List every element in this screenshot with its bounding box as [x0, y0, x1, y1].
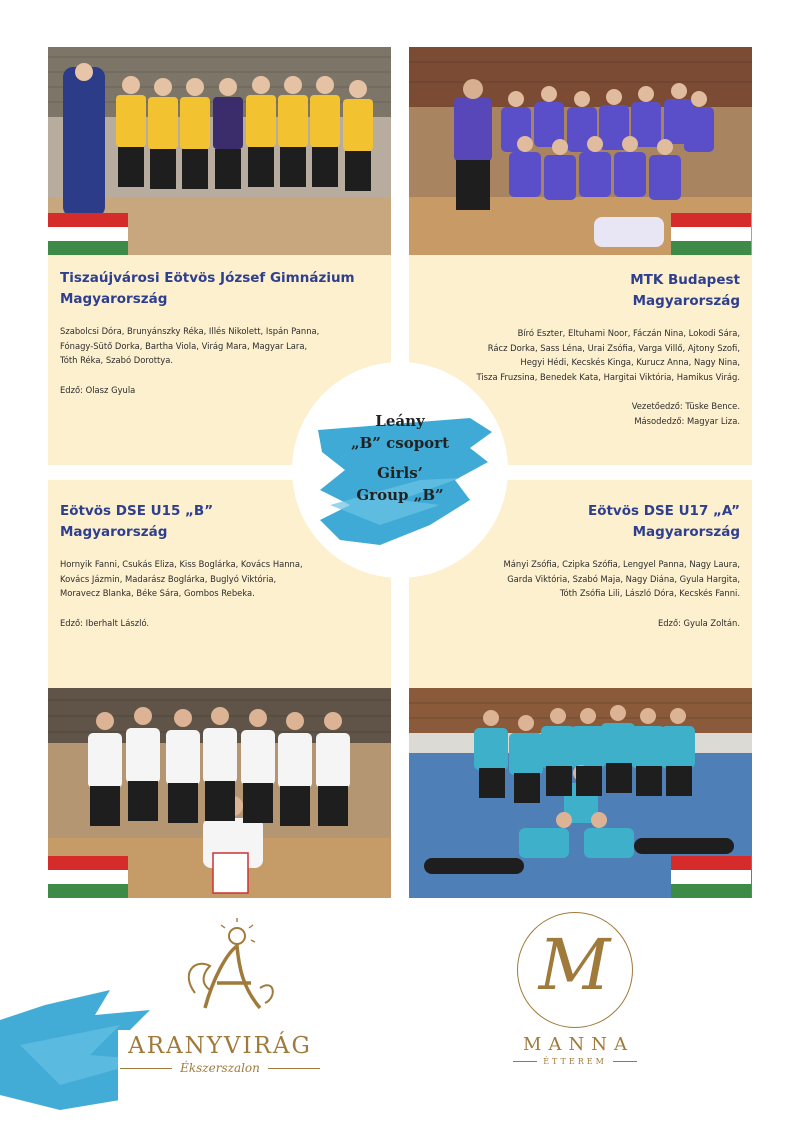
- team-country: Magyarország: [60, 524, 168, 540]
- hungarian-flag: [671, 213, 751, 255]
- team-country: Magyarország: [632, 524, 740, 540]
- manna-initial: M: [538, 924, 611, 1006]
- aranyvirag-name: ARANYVIRÁG: [128, 1033, 312, 1059]
- aranyvirag-tagline: Ékszerszalon: [180, 1061, 260, 1075]
- coach-line: Edző: Iberhalt László.: [60, 617, 150, 628]
- team-name-tiszaujvaros: [60, 268, 355, 310]
- group-label-hu-1: Leány: [375, 412, 425, 430]
- player-list-eotvos-u15: [60, 557, 380, 630]
- player-line: Bíró Eszter, Eltuhami Noor, Fáczán Nina, Lokodi Sára,: [517, 328, 740, 338]
- coach-line: Edző: Olasz Gyula: [60, 384, 136, 395]
- player-line: Hegyi Hédi, Kecskés Kinga, Kurucz Anna, Nagy Nina,: [520, 357, 740, 368]
- player-line: Rácz Dorka, Sass Léna, Urai Zsófia, Varga Villő, Ajtony Szofi,: [487, 342, 740, 353]
- player-line: Mányi Zsófia, Czipka Szófia, Lengyel Panna, Nagy Laura,: [503, 559, 740, 569]
- team-name: Eötvös DSE U17 „A”: [587, 503, 740, 519]
- team-name-eotvos-u17: [588, 501, 740, 543]
- player-line: Tóth Réka, Szabó Dorottya.: [60, 355, 174, 366]
- hungarian-flag: [48, 856, 128, 898]
- manna-tagline: ÉTTEREM: [543, 1057, 607, 1066]
- team-name-eotvos-u15: [60, 501, 213, 543]
- team-name-mtk: [630, 270, 740, 312]
- player-line: Szabolcsi Dóra, Brunyánszky Réka, Illés Nikolett, Ispán Panna,: [60, 326, 320, 336]
- coach-line: Edző: Gyula Zoltán.: [657, 617, 740, 628]
- player-line: Tóth Zsófia Lili, László Dóra, Kecskés Fanni.: [559, 588, 740, 599]
- team-name: Tiszaújvárosi Eötvös József Gimnázium: [60, 270, 355, 286]
- team-name: MTK Budapest: [630, 272, 740, 288]
- hungarian-flag: [671, 856, 751, 898]
- manna-logo: [495, 1034, 655, 1066]
- manna-name: MANNA: [523, 1034, 634, 1055]
- group-label-en-1: Girls’: [377, 464, 423, 482]
- aranyvirag-logo-emblem: [165, 918, 285, 1018]
- coach-line: Vezetőedző: Tüske Bence.: [631, 401, 740, 412]
- manna-logo-circle: [517, 912, 633, 1028]
- player-line: Tisza Fruzsina, Benedek Kata, Hargitai Viktória, Hamikus Virág.: [476, 371, 740, 382]
- player-line: Kovács Jázmin, Madarász Boglárka, Buglyó Viktória,: [60, 573, 277, 584]
- hungarian-flag: [48, 213, 128, 255]
- group-label-hu-2: „B” csoport: [350, 434, 450, 452]
- player-list-eotvos-u17: [410, 557, 740, 630]
- player-line: Fónagy-Sütő Dorka, Bartha Viola, Virág Mara, Magyar Lara,: [60, 340, 308, 351]
- group-label: [330, 410, 470, 506]
- player-line: Hornyik Fanni, Csukás Eliza, Kiss Boglárka, Kovács Hanna,: [60, 559, 303, 569]
- player-list-tiszaujvaros: [60, 324, 380, 397]
- team-country: Magyarország: [632, 293, 740, 309]
- team-name: Eötvös DSE U15 „B”: [60, 503, 214, 519]
- team-country: Magyarország: [60, 291, 168, 307]
- group-label-en-2: Group „B”: [356, 486, 444, 504]
- aranyvirag-logo: [115, 1033, 325, 1075]
- player-line: Moravecz Blanka, Béke Sára, Gombos Rebeka.: [60, 588, 255, 599]
- coach-line: Másodedző: Magyar Liza.: [634, 415, 740, 426]
- player-line: Garda Viktória, Szabó Maja, Nagy Diána, Gyula Hargita,: [507, 573, 740, 584]
